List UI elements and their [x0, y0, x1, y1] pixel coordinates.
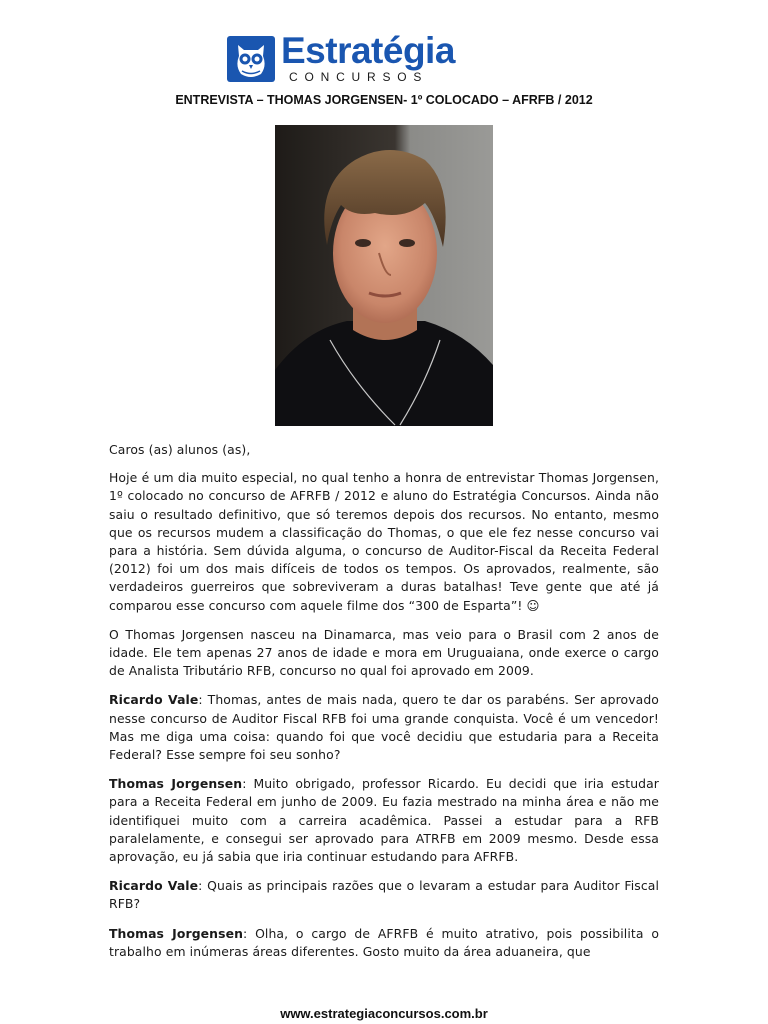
qa-text: : Muito obrigado, professor Ricardo. Eu decidi que iria estudar para a Receita Federal em junho de 2009. Eu fazia mestrado na minha área e não me identifiquei muito com a carreira acadêmica. Passei a estudar para a RFB paralelamente, e consegui ser aprovado para ATRFB em 2009 mesmo. Desde essa aprovação, eu já sabia que iria continuar estudando para AFRFB.	[109, 776, 659, 865]
owl-icon	[227, 36, 275, 82]
qa-text: : Olha, o cargo de AFRFB é muito atrativo, pois possibilita o trabalho em inúmeras áreas diferentes. Gosto muito da área aduaneira, que	[109, 925, 659, 959]
logo-wordmark: Estratégia	[281, 30, 455, 71]
interview-body	[109, 441, 659, 972]
qa-text: : Thomas, antes de mais nada, quero te dar os parabéns. Ser aprovado nesse concurso de Auditor Fiscal RFB foi uma grande conquista. Você é um vencedor! Mas me diga uma coisa: quando foi que você decidiu que estudaria para a Receita Federal? Esse sempre foi seu sonho?	[109, 692, 659, 763]
qa-paragraph	[109, 877, 659, 913]
intro-paragraph: Hoje é um dia muito especial, no qual tenho a honra de entrevistar Thomas Jorgensen, 1º colocado no concurso de AFRFB / 2012 e aluno do Estratégia Concursos. Ainda não saiu o resultado definitivo, que só teremos depois dos recursos. No entanto, mesmo que os recursos mudem a classificação do Thomas, o que ele fez nesse concurso vai para a história. Sem dúvida alguma, o concurso de Auditor-Fiscal da Receita Federal (2012) foi um dos mais difíceis de todos os tempos. Os aprovados, realmente, são verdadeiros guerreiros que sobreviveram a duras batalhas! Teve gente que até já comparou esse concurso com aquele filme dos “300 de Esparta”! ☺	[109, 470, 659, 613]
qa-paragraph	[109, 775, 659, 866]
qa-paragraph	[109, 691, 659, 764]
footer-url[interactable]: www.estrategiaconcursos.com.br	[280, 1006, 488, 1021]
estrategia-logo	[227, 30, 497, 86]
speaker-name: Ricardo Vale	[109, 692, 199, 708]
speaker-name: Ricardo Vale	[109, 878, 199, 894]
qa-paragraph	[109, 925, 659, 961]
portrait-photo	[275, 125, 493, 426]
qa-text: : Quais as principais razões que o levaram a estudar para Auditor Fiscal RFB?	[109, 878, 659, 912]
speaker-name: Thomas Jorgensen	[109, 776, 243, 792]
logo-tagline: CONCURSOS	[289, 70, 429, 84]
intro-paragraph: O Thomas Jorgensen nasceu na Dinamarca, mas veio para o Brasil com 2 anos de idade. Ele tem apenas 27 anos de idade e mora em Uruguaiana, onde exerce o cargo de Analista Tributário RFB, concurso no qual foi aprovado em 2009.	[109, 626, 659, 679]
speaker-name: Thomas Jorgensen	[109, 925, 244, 941]
salutation: Caros (as) alunos (as),	[109, 442, 251, 457]
document-title: ENTREVISTA – THOMAS JORGENSEN- 1º COLOCADO – AFRFB / 2012	[175, 93, 593, 107]
